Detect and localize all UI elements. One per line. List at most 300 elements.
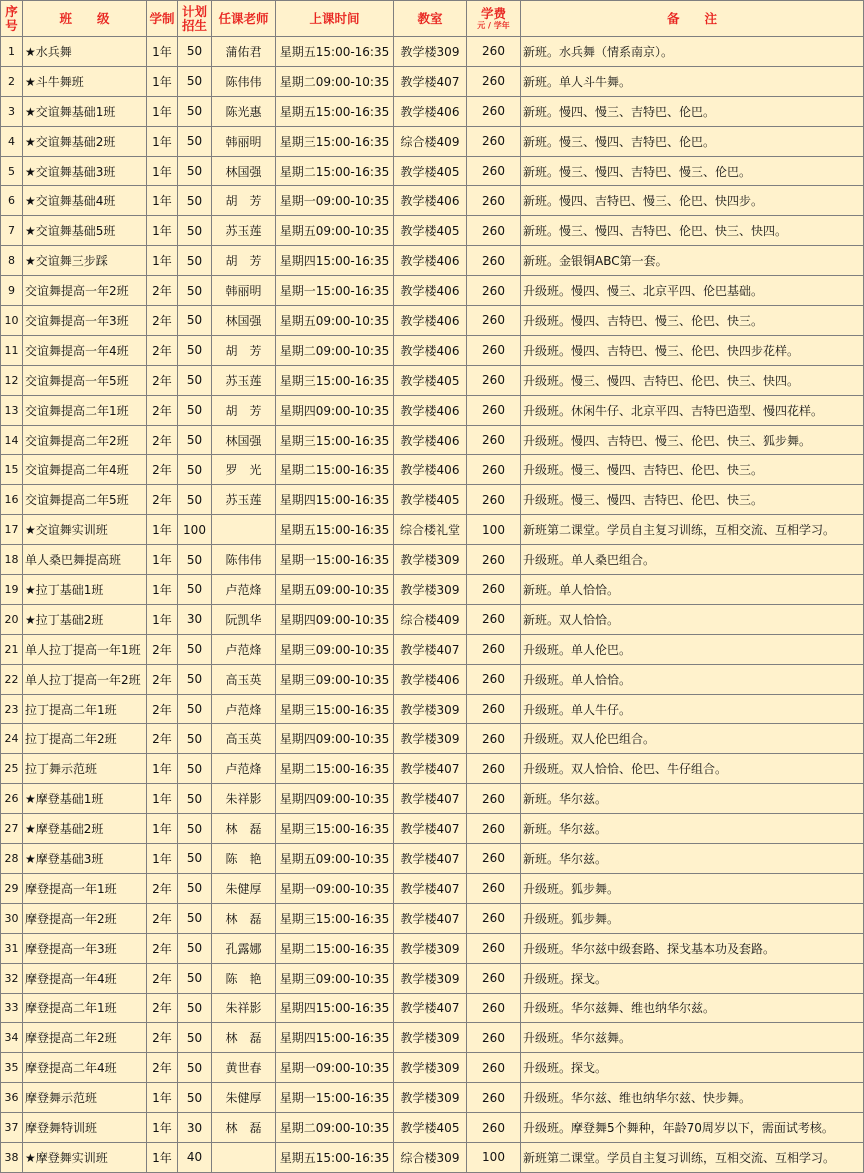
cell-years: 2年 [147,335,178,365]
table-row [1,664,864,694]
cell-class-time: 星期五15:00-16:35 [276,37,394,67]
cell-fee: 260 [467,1083,521,1113]
cell-index: 16 [1,485,23,515]
cell-classroom: 教学楼406 [394,335,467,365]
table-row [1,126,864,156]
cell-teacher: 陈 艳 [212,844,276,874]
cell-class-name: 拉丁舞示范班 [23,754,147,784]
cell-years: 1年 [147,37,178,67]
cell-plan-enrollment: 50 [178,903,212,933]
header-fee [467,1,521,37]
cell-classroom: 教学楼309 [394,694,467,724]
cell-classroom: 教学楼405 [394,216,467,246]
cell-years: 2年 [147,664,178,694]
cell-years: 1年 [147,814,178,844]
cell-class-name: 摩登提高一年4班 [23,963,147,993]
cell-plan-enrollment: 50 [178,873,212,903]
cell-fee: 260 [467,575,521,605]
cell-index: 5 [1,156,23,186]
cell-fee: 260 [467,276,521,306]
cell-class-time: 星期三15:00-16:35 [276,694,394,724]
cell-fee: 260 [467,1113,521,1143]
cell-teacher: 卢范烽 [212,754,276,784]
cell-years: 1年 [147,575,178,605]
cell-teacher: 朱祥影 [212,784,276,814]
cell-plan-enrollment: 50 [178,694,212,724]
table-row [1,993,864,1023]
header-plan-enrollment: 计划 招生 [178,1,212,37]
cell-class-time: 星期四09:00-10:35 [276,604,394,634]
cell-index: 32 [1,963,23,993]
cell-class-name: ★交谊舞基础3班 [23,156,147,186]
cell-remarks: 升级班。狐步舞。 [521,873,864,903]
cell-index: 27 [1,814,23,844]
cell-remarks: 新班。慢三、慢四、吉特巴、伦巴。 [521,126,864,156]
cell-plan-enrollment: 50 [178,664,212,694]
cell-class-name: 交谊舞提高一年2班 [23,276,147,306]
cell-fee: 260 [467,395,521,425]
cell-class-name: 摩登提高一年1班 [23,873,147,903]
table-row [1,724,864,754]
cell-teacher: 陈 艳 [212,963,276,993]
cell-index: 9 [1,276,23,306]
cell-plan-enrollment: 50 [178,963,212,993]
cell-remarks: 升级班。摩登舞5个舞种，年龄70周岁以下，需面试考核。 [521,1113,864,1143]
cell-years: 1年 [147,246,178,276]
table-row [1,1053,864,1083]
cell-plan-enrollment: 50 [178,844,212,874]
table-row [1,933,864,963]
cell-teacher: 陈伟伟 [212,545,276,575]
cell-fee: 260 [467,186,521,216]
cell-remarks: 升级班。单人桑巴组合。 [521,545,864,575]
cell-remarks: 新班第二课堂。学员自主复习训练，互相交流、互相学习。 [521,1142,864,1172]
cell-class-name: 单人桑巴舞提高班 [23,545,147,575]
cell-class-name: ★水兵舞 [23,37,147,67]
cell-remarks: 新班。水兵舞（情系南京）。 [521,37,864,67]
cell-class-time: 星期三15:00-16:35 [276,126,394,156]
cell-class-time: 星期四15:00-16:35 [276,485,394,515]
cell-index: 33 [1,993,23,1023]
cell-class-name: ★摩登舞实训班 [23,1142,147,1172]
cell-fee: 260 [467,545,521,575]
cell-index: 38 [1,1142,23,1172]
cell-index: 37 [1,1113,23,1143]
cell-classroom: 综合楼309 [394,1142,467,1172]
cell-class-time: 星期一15:00-16:35 [276,276,394,306]
cell-remarks: 升级班。慢四、吉特巴、慢三、伦巴、快三。 [521,306,864,336]
cell-class-time: 星期二09:00-10:35 [276,66,394,96]
cell-classroom: 教学楼405 [394,365,467,395]
cell-remarks: 新班。慢四、慢三、吉特巴、伦巴。 [521,96,864,126]
cell-index: 3 [1,96,23,126]
cell-classroom: 教学楼309 [394,1083,467,1113]
cell-plan-enrollment: 50 [178,335,212,365]
cell-teacher: 陈伟伟 [212,66,276,96]
cell-index: 12 [1,365,23,395]
cell-years: 1年 [147,784,178,814]
cell-classroom: 教学楼309 [394,724,467,754]
cell-remarks: 升级班。双人恰恰、伦巴、牛仔组合。 [521,754,864,784]
cell-index: 21 [1,634,23,664]
cell-fee: 100 [467,515,521,545]
cell-index: 35 [1,1053,23,1083]
header-class-name: 班 级 [23,1,147,37]
cell-classroom: 教学楼405 [394,1113,467,1143]
table-row [1,37,864,67]
cell-class-time: 星期二15:00-16:35 [276,156,394,186]
table-row [1,784,864,814]
cell-remarks: 升级班。华尔兹舞。 [521,1023,864,1053]
cell-fee: 260 [467,365,521,395]
cell-class-name: 摩登舞特训班 [23,1113,147,1143]
cell-plan-enrollment: 50 [178,575,212,605]
cell-years: 1年 [147,604,178,634]
cell-fee: 260 [467,664,521,694]
cell-fee: 260 [467,455,521,485]
cell-plan-enrollment: 50 [178,485,212,515]
cell-fee: 260 [467,156,521,186]
cell-remarks: 新班。华尔兹。 [521,814,864,844]
cell-plan-enrollment: 50 [178,1023,212,1053]
table-row [1,1113,864,1143]
cell-remarks: 新班。单人斗牛舞。 [521,66,864,96]
cell-remarks: 升级班。慢三、慢四、吉特巴、伦巴、快三。 [521,485,864,515]
cell-years: 1年 [147,216,178,246]
cell-classroom: 教学楼407 [394,66,467,96]
cell-fee: 260 [467,216,521,246]
cell-fee: 260 [467,37,521,67]
cell-remarks: 新班。慢三、慢四、吉特巴、伦巴、快三、快四。 [521,216,864,246]
cell-class-time: 星期四15:00-16:35 [276,246,394,276]
cell-teacher: 胡 芳 [212,186,276,216]
header-fee-label: 学费 [480,5,506,21]
cell-remarks: 新班。华尔兹。 [521,784,864,814]
cell-class-time: 星期三09:00-10:35 [276,963,394,993]
cell-plan-enrollment: 50 [178,186,212,216]
cell-years: 2年 [147,694,178,724]
cell-fee: 260 [467,485,521,515]
cell-plan-enrollment: 50 [178,156,212,186]
cell-classroom: 教学楼407 [394,844,467,874]
table-row [1,455,864,485]
cell-index: 29 [1,873,23,903]
cell-fee: 100 [467,1142,521,1172]
cell-classroom: 教学楼309 [394,933,467,963]
cell-class-time: 星期二09:00-10:35 [276,335,394,365]
cell-years: 2年 [147,1023,178,1053]
cell-teacher: 卢范烽 [212,634,276,664]
cell-fee: 260 [467,96,521,126]
cell-plan-enrollment: 50 [178,545,212,575]
cell-years: 2年 [147,395,178,425]
cell-years: 1年 [147,844,178,874]
cell-years: 1年 [147,1142,178,1172]
cell-remarks: 升级班。慢三、慢四、吉特巴、伦巴、快三。 [521,455,864,485]
cell-class-name: ★斗牛舞班 [23,66,147,96]
cell-teacher: 蒲佑君 [212,37,276,67]
table-row [1,873,864,903]
cell-classroom: 综合楼409 [394,604,467,634]
cell-class-time: 星期四09:00-10:35 [276,724,394,754]
cell-years: 2年 [147,306,178,336]
cell-index: 2 [1,66,23,96]
cell-teacher: 朱祥影 [212,993,276,1023]
table-row [1,1142,864,1172]
cell-class-name: 交谊舞提高二年5班 [23,485,147,515]
cell-plan-enrollment: 50 [178,306,212,336]
cell-class-name: ★交谊舞基础5班 [23,216,147,246]
cell-remarks: 新班。华尔兹。 [521,844,864,874]
cell-plan-enrollment: 50 [178,425,212,455]
cell-classroom: 教学楼406 [394,395,467,425]
cell-plan-enrollment: 50 [178,37,212,67]
cell-teacher [212,515,276,545]
cell-class-time: 星期三15:00-16:35 [276,903,394,933]
cell-index: 28 [1,844,23,874]
cell-classroom: 教学楼406 [394,276,467,306]
cell-fee: 260 [467,873,521,903]
header-class-time: 上课时间 [276,1,394,37]
cell-remarks: 新班。金银铜ABC第一套。 [521,246,864,276]
table-row [1,604,864,634]
cell-remarks: 升级班。双人伦巴组合。 [521,724,864,754]
cell-plan-enrollment: 50 [178,634,212,664]
cell-fee: 260 [467,425,521,455]
table-row [1,844,864,874]
cell-years: 2年 [147,425,178,455]
cell-teacher: 韩丽明 [212,126,276,156]
cell-years: 2年 [147,724,178,754]
cell-class-time: 星期五09:00-10:35 [276,306,394,336]
cell-years: 1年 [147,156,178,186]
cell-fee: 260 [467,694,521,724]
cell-years: 1年 [147,1113,178,1143]
cell-class-name: 单人拉丁提高一年1班 [23,634,147,664]
header-years: 学制 [147,1,178,37]
cell-classroom: 教学楼406 [394,306,467,336]
cell-class-time: 星期三09:00-10:35 [276,634,394,664]
table-row [1,156,864,186]
cell-plan-enrollment: 50 [178,216,212,246]
cell-index: 4 [1,126,23,156]
cell-teacher: 林国强 [212,306,276,336]
cell-classroom: 教学楼406 [394,455,467,485]
cell-remarks: 升级班。狐步舞。 [521,903,864,933]
cell-classroom: 综合楼409 [394,126,467,156]
cell-teacher: 朱健厚 [212,873,276,903]
cell-plan-enrollment: 50 [178,365,212,395]
cell-class-name: 拉丁提高二年2班 [23,724,147,754]
cell-teacher: 林国强 [212,156,276,186]
cell-teacher: 胡 芳 [212,395,276,425]
table-row [1,814,864,844]
cell-classroom: 教学楼407 [394,634,467,664]
cell-classroom: 教学楼309 [394,1053,467,1083]
cell-remarks: 升级班。休闲牛仔、北京平四、吉特巴造型、慢四花样。 [521,395,864,425]
header-index: 序 号 [1,1,23,37]
cell-fee: 260 [467,246,521,276]
cell-class-time: 星期二09:00-10:35 [276,1113,394,1143]
cell-class-name: 交谊舞提高一年5班 [23,365,147,395]
cell-index: 11 [1,335,23,365]
cell-class-time: 星期五15:00-16:35 [276,96,394,126]
cell-plan-enrollment: 50 [178,993,212,1023]
cell-years: 2年 [147,903,178,933]
cell-class-name: 交谊舞提高二年1班 [23,395,147,425]
table-row [1,515,864,545]
cell-teacher: 林 磊 [212,903,276,933]
cell-plan-enrollment: 50 [178,724,212,754]
cell-teacher: 卢范烽 [212,575,276,605]
cell-classroom: 教学楼407 [394,784,467,814]
cell-years: 1年 [147,515,178,545]
header-remarks: 备 注 [521,1,864,37]
cell-years: 1年 [147,545,178,575]
table-row [1,545,864,575]
cell-teacher: 韩丽明 [212,276,276,306]
cell-index: 23 [1,694,23,724]
cell-class-name: 摩登提高二年4班 [23,1053,147,1083]
cell-plan-enrollment: 30 [178,1113,212,1143]
cell-class-time: 星期三15:00-16:35 [276,425,394,455]
cell-years: 2年 [147,365,178,395]
cell-years: 2年 [147,634,178,664]
cell-class-name: 交谊舞提高二年2班 [23,425,147,455]
cell-class-time: 星期一15:00-16:35 [276,545,394,575]
cell-classroom: 教学楼405 [394,156,467,186]
table-row [1,96,864,126]
cell-remarks: 升级班。慢四、慢三、北京平四、伦巴基础。 [521,276,864,306]
cell-teacher: 黄世春 [212,1053,276,1083]
table-row [1,1083,864,1113]
cell-plan-enrollment: 50 [178,754,212,784]
cell-classroom: 教学楼406 [394,96,467,126]
cell-index: 19 [1,575,23,605]
cell-years: 2年 [147,993,178,1023]
cell-classroom: 教学楼407 [394,993,467,1023]
table-row [1,575,864,605]
cell-remarks: 升级班。单人伦巴。 [521,634,864,664]
cell-class-name: 摩登提高二年2班 [23,1023,147,1053]
table-row [1,365,864,395]
table-row [1,186,864,216]
cell-remarks: 新班。慢三、慢四、吉特巴、慢三、伦巴。 [521,156,864,186]
cell-plan-enrollment: 50 [178,1083,212,1113]
cell-fee: 260 [467,754,521,784]
cell-index: 25 [1,754,23,784]
cell-class-name: ★交谊舞基础4班 [23,186,147,216]
table-row [1,216,864,246]
cell-fee: 260 [467,784,521,814]
cell-remarks: 新班第二课堂。学员自主复习训练，互相交流、互相学习。 [521,515,864,545]
cell-class-time: 星期四15:00-16:35 [276,993,394,1023]
table-row [1,395,864,425]
cell-years: 2年 [147,276,178,306]
cell-remarks: 升级班。单人恰恰。 [521,664,864,694]
cell-class-time: 星期五15:00-16:35 [276,515,394,545]
cell-teacher: 胡 芳 [212,335,276,365]
table-row [1,246,864,276]
cell-class-name: ★摩登基础2班 [23,814,147,844]
cell-class-name: 摩登提高二年1班 [23,993,147,1023]
cell-years: 1年 [147,66,178,96]
cell-class-time: 星期五15:00-16:35 [276,1142,394,1172]
cell-plan-enrollment: 40 [178,1142,212,1172]
cell-plan-enrollment: 50 [178,814,212,844]
cell-class-name: 摩登提高一年2班 [23,903,147,933]
cell-classroom: 教学楼309 [394,963,467,993]
cell-index: 20 [1,604,23,634]
cell-class-time: 星期五09:00-10:35 [276,575,394,605]
cell-years: 1年 [147,186,178,216]
cell-years: 2年 [147,873,178,903]
cell-index: 24 [1,724,23,754]
table-row [1,963,864,993]
table-row [1,276,864,306]
cell-classroom: 教学楼407 [394,873,467,903]
cell-class-time: 星期四15:00-16:35 [276,1023,394,1053]
cell-index: 13 [1,395,23,425]
cell-years: 2年 [147,933,178,963]
cell-plan-enrollment: 50 [178,933,212,963]
cell-class-time: 星期四09:00-10:35 [276,784,394,814]
cell-remarks: 升级班。慢三、慢四、吉特巴、伦巴、快三、快四。 [521,365,864,395]
cell-classroom: 教学楼406 [394,664,467,694]
table-row [1,335,864,365]
cell-class-name: 交谊舞提高一年3班 [23,306,147,336]
cell-remarks: 升级班。华尔兹舞、维也纳华尔兹。 [521,993,864,1023]
cell-classroom: 教学楼406 [394,246,467,276]
cell-fee: 260 [467,963,521,993]
header-fee-unit: 元 / 学年 [477,20,510,30]
cell-index: 36 [1,1083,23,1113]
table-body [1,37,864,1173]
cell-class-name: 摩登提高一年3班 [23,933,147,963]
table-row [1,66,864,96]
cell-teacher: 林 磊 [212,1113,276,1143]
cell-teacher: 罗 光 [212,455,276,485]
cell-classroom: 教学楼407 [394,814,467,844]
cell-class-name: ★交谊舞基础2班 [23,126,147,156]
cell-class-time: 星期一09:00-10:35 [276,1053,394,1083]
cell-years: 2年 [147,1053,178,1083]
cell-class-time: 星期五09:00-10:35 [276,216,394,246]
cell-class-time: 星期四09:00-10:35 [276,395,394,425]
cell-teacher: 朱健厚 [212,1083,276,1113]
cell-classroom: 教学楼407 [394,903,467,933]
cell-plan-enrollment: 50 [178,66,212,96]
header-teacher: 任课老师 [212,1,276,37]
cell-index: 1 [1,37,23,67]
table-row [1,485,864,515]
table-header-row [1,1,864,37]
cell-years: 1年 [147,1083,178,1113]
cell-teacher [212,1142,276,1172]
cell-teacher: 苏玉莲 [212,365,276,395]
cell-teacher: 孔露娜 [212,933,276,963]
cell-fee: 260 [467,634,521,664]
cell-teacher: 胡 芳 [212,246,276,276]
cell-fee: 260 [467,306,521,336]
cell-plan-enrollment: 50 [178,455,212,485]
cell-plan-enrollment: 50 [178,395,212,425]
cell-index: 26 [1,784,23,814]
cell-fee: 260 [467,335,521,365]
cell-class-time: 星期二15:00-16:35 [276,933,394,963]
cell-index: 8 [1,246,23,276]
cell-years: 1年 [147,126,178,156]
